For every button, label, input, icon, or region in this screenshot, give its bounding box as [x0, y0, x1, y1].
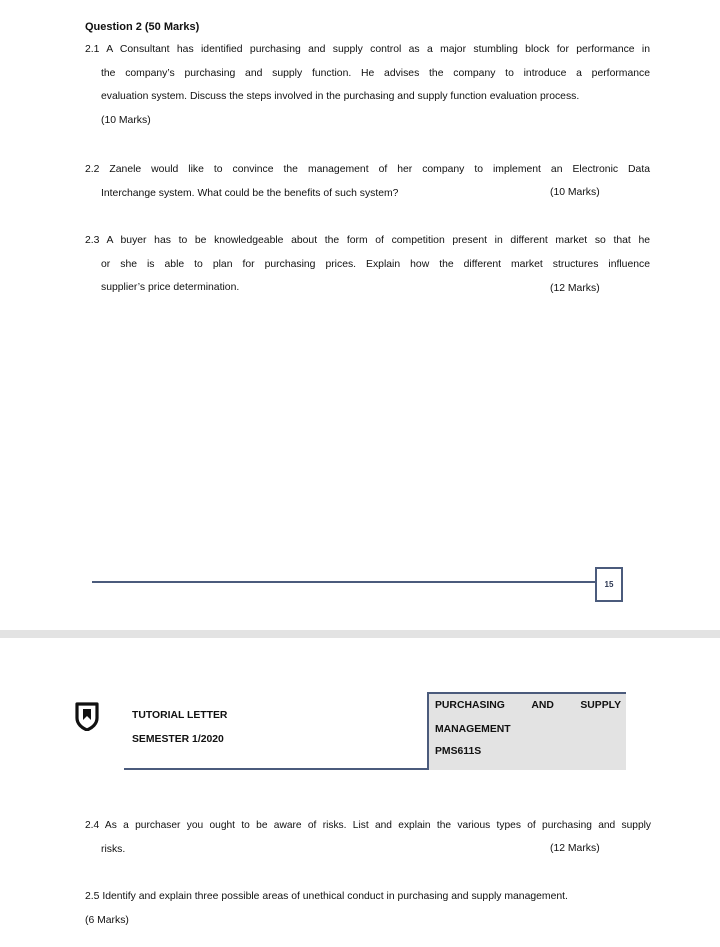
semester-label: SEMESTER 1/2020 — [132, 734, 224, 745]
page-16 — [0, 638, 720, 947]
q23-line3: supplier’s price determination. — [101, 282, 240, 293]
q25-marks: (6 Marks) — [85, 914, 129, 926]
course-code: PMS611S — [435, 746, 482, 757]
question-title: Question 2 (50 Marks) — [85, 21, 200, 33]
page-separator — [0, 630, 720, 638]
q24-line2: risks. — [101, 843, 126, 855]
course-word-1: PURCHASING — [435, 700, 505, 711]
q21-line3: evaluation system. Discuss the steps involved in the purchasing and supply function evaluation process. — [101, 91, 580, 102]
q23-marks: (12 Marks) — [550, 283, 600, 294]
tutorial-letter-label: TUTORIAL LETTER — [132, 710, 228, 721]
q21-line1: 2.1 A Consultant has identified purchasing and supply control as a major stumbling block for performance in — [85, 44, 650, 55]
course-line-2: MANAGEMENT — [435, 724, 511, 735]
question-2-5 — [85, 885, 651, 932]
q22-line2: Interchange system. What could be the benefits of such system? — [101, 187, 399, 199]
q21-line2: the company’s purchasing and supply function. He advises the company to introduce a performance — [101, 67, 650, 79]
q24-line1: 2.4 As a purchaser you ought to be aware of risks. List and explain the various types of purchasing and supply — [85, 820, 651, 831]
university-shield-icon — [74, 701, 100, 731]
q23-line1: 2.3 A buyer has to be knowledgeable about the form of competition present in different market so that he — [85, 235, 650, 246]
q23-line2: or she is able to plan for purchasing prices. Explain how the different market structures influence — [101, 258, 650, 270]
q22-marks: (10 Marks) — [550, 187, 600, 198]
footer-rule — [92, 581, 595, 583]
course-word-3: SUPPLY — [580, 700, 621, 711]
header-rule — [124, 768, 430, 770]
page-number: 15 — [595, 567, 623, 602]
course-info-box — [427, 692, 626, 770]
q25-line1: 2.5 Identify and explain three possible areas of unethical conduct in purchasing and supply management. — [85, 891, 568, 902]
q22-line1: 2.2 Zanele would like to convince the management of her company to implement an Electronic Data — [85, 164, 650, 175]
question-2-1 — [85, 38, 650, 132]
course-word-2: AND — [531, 700, 554, 711]
q24-marks: (12 Marks) — [550, 843, 600, 854]
q21-marks: (10 Marks) — [101, 114, 151, 126]
